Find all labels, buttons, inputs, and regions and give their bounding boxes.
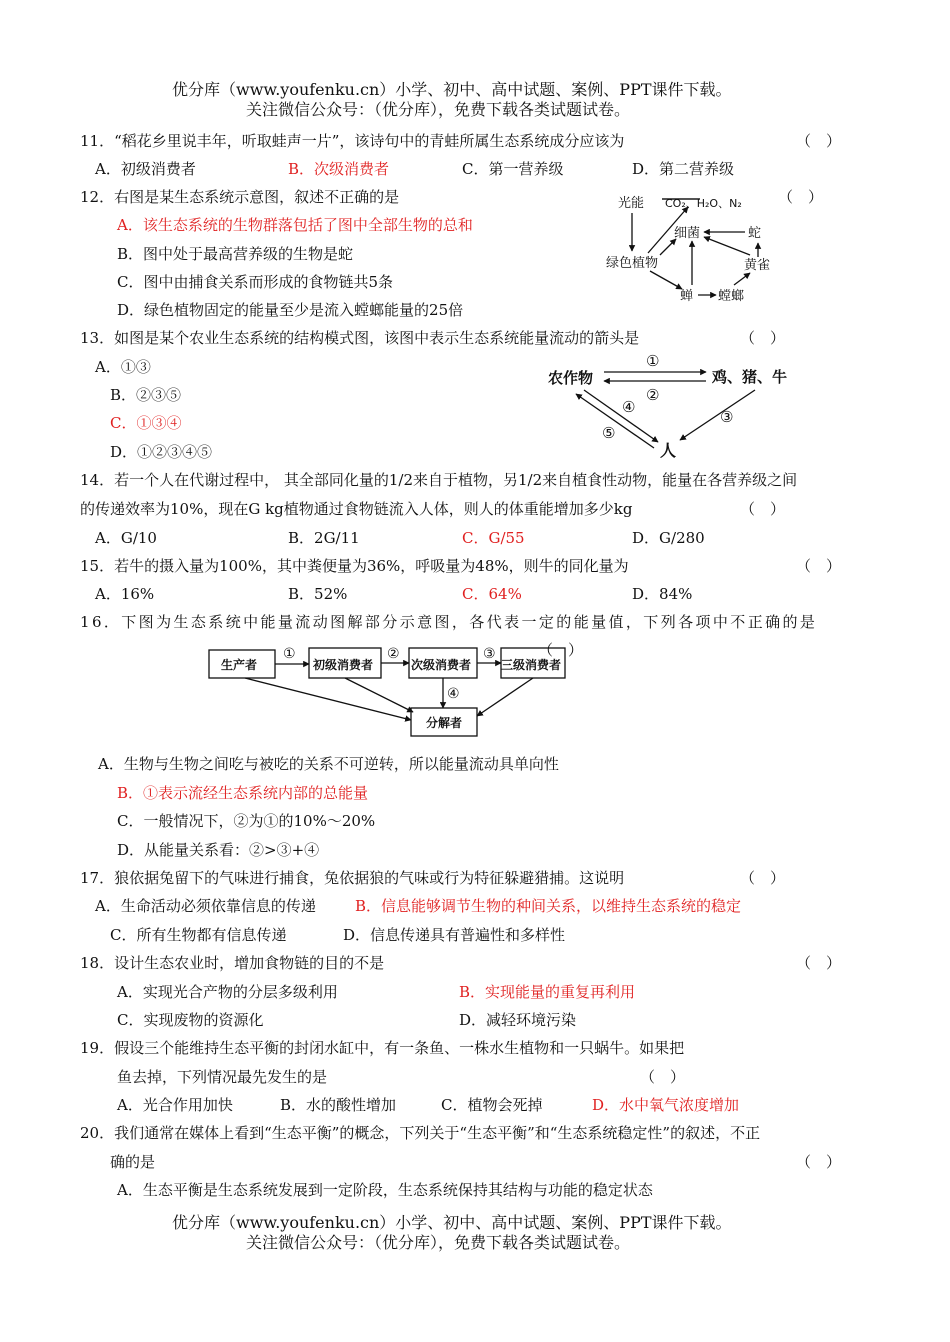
- q14-bracket: （ ）: [740, 500, 786, 518]
- q12-option-a: A．该生态系统的生物群落包括了图中全部生物的总和: [117, 216, 473, 234]
- q18-option-a: A．实现光合产物的分层多级利用: [117, 983, 338, 1001]
- q19-stem-line-2: 鱼去掉，下列情况最先发生的是: [117, 1068, 328, 1086]
- q18-bracket: （ ）: [796, 954, 842, 972]
- q16-label-producer: 生产者: [221, 658, 258, 672]
- q19-bracket: （ ）: [640, 1068, 686, 1086]
- q12-node-oriole: 黄雀: [744, 258, 771, 273]
- q13-node-human: 人: [660, 441, 677, 460]
- q12-option-c: C．图中由捕食关系而形成的食物链共5条: [117, 273, 394, 291]
- q18-stem: 18．设计生态农业时，增加食物链的目的不是: [80, 954, 385, 972]
- q17-option-d: D．信息传递具有普遍性和多样性: [343, 926, 566, 944]
- q18-option-b: B．实现能量的重复再利用: [459, 983, 636, 1001]
- q11-option-c: C．第一营养级: [462, 160, 564, 178]
- q13-label-3: ③: [720, 408, 734, 426]
- q14-option-b: B．2G/11: [288, 529, 360, 547]
- q11-option-a: A．初级消费者: [95, 160, 196, 178]
- q13-stem: 13．如图是某个农业生态系统的结构模式图，该图中表示生态系统能量流动的箭头是: [80, 329, 640, 347]
- q12-bracket: （ ）: [778, 188, 824, 206]
- q14-stem-line-1: 14．若一个人在代谢过程中， 其全部同化量的1/2来自于植物，另1/2来自植食性动物，能量在各营养级之间: [80, 471, 798, 489]
- q14-option-a: A．G/10: [95, 529, 157, 547]
- header-line-1: 优分库（www.youfenku.cn）小学、初中、高中试题、案例、PPT课件下载。: [172, 80, 732, 99]
- q17-option-c: C．所有生物都有信息传递: [110, 926, 287, 944]
- q18-option-c: C．实现废物的资源化: [117, 1011, 264, 1029]
- q12-option-d: D．绿色植物固定的能量至少是流入螳螂能量的25倍: [117, 301, 464, 319]
- q19-option-d: D．水中氧气浓度增加: [592, 1096, 740, 1114]
- q13-option-d: D．①②③④⑤: [110, 443, 213, 461]
- q12-node-gases: CO₂、H₂O、N₂: [665, 197, 742, 210]
- q20-stem-line-2: 确的是: [110, 1153, 156, 1171]
- q12-stem: 12．右图是某生态系统示意图，叙述不正确的是: [80, 188, 400, 206]
- q16-label-decomposer: 分解者: [426, 716, 463, 730]
- q19-option-a: A．光合作用加快: [117, 1096, 233, 1114]
- q14-stem-line-2: 的传递效率为10%，现在G kg植物通过食物链流入人体，则人的体重能增加多少kg: [80, 500, 633, 518]
- q13-label-5: ⑤: [602, 424, 616, 442]
- q12-food-web-diagram: [600, 185, 785, 310]
- q15-option-b: B．52%: [288, 585, 348, 603]
- q13-option-c: C．①③④: [110, 414, 182, 432]
- q13-label-4: ④: [622, 398, 636, 416]
- q11-stem: 11．“稻花乡里说丰年，听取蛙声一片”，该诗句中的青蛙所属生态系统成分应该为: [80, 132, 625, 150]
- q15-option-d: D．84%: [632, 585, 693, 603]
- q13-node-crops: 农作物: [548, 369, 594, 387]
- q14-option-d: D．G/280: [632, 529, 705, 547]
- q12-node-bacteria: 细菌: [674, 226, 701, 241]
- q17-bracket: （ ）: [740, 869, 786, 887]
- q17-option-a: A．生命活动必须依靠信息的传递: [95, 897, 316, 915]
- header-line-2: 关注微信公众号：（优分库），免费下载各类试题试卷。: [246, 100, 631, 119]
- q11-option-b: B．次级消费者: [288, 160, 390, 178]
- q16-arrow-label-4: ④: [447, 686, 460, 702]
- q13-label-1: ①: [646, 352, 660, 370]
- q16-option-b: B．①表示流经生态系统内部的总能量: [117, 784, 369, 802]
- q15-stem: 15．若牛的摄入量为100%，其中粪便量为36%，呼吸量为48%，则牛的同化量为: [80, 557, 629, 575]
- q19-option-c: C．植物会死掉: [441, 1096, 543, 1114]
- q16-label-tertiary: 三级消费者: [501, 658, 562, 672]
- q12-option-b: B．图中处于最高营养级的生物是蛇: [117, 245, 354, 263]
- q15-bracket: （ ）: [796, 557, 842, 575]
- q16-stem: 16．下图为生态系统中能量流动图解部分示意图，各代表一定的能量值，下列各项中不正确的是: [80, 613, 818, 631]
- q13-option-a: A．①③: [95, 358, 151, 376]
- q17-stem: 17．狼依据兔留下的气味进行捕食，兔依据狼的气味或行为特征躲避猎捕。这说明: [80, 869, 625, 887]
- q20-option-a: A．生态平衡是生态系统发展到一定阶段，生态系统保持其结构与功能的稳定状态: [117, 1181, 653, 1199]
- q13-bracket: （ ）: [740, 329, 786, 347]
- q12-node-cicada: 蝉: [680, 289, 694, 304]
- q12-node-light: 光能: [618, 196, 645, 211]
- q13-agriculture-diagram: [540, 348, 805, 460]
- q19-option-b: B．水的酸性增加: [280, 1096, 397, 1114]
- q16-option-a: A．生物与生物之间吃与被吃的关系不可逆转，所以能量流动具单向性: [98, 755, 559, 773]
- q14-option-c: C．G/55: [462, 529, 525, 547]
- q12-node-mantis: 螳螂: [718, 289, 745, 304]
- q19-stem-line-1: 19．假设三个能维持生态平衡的封闭水缸中，有一条鱼、一株水生植物和一只蜗牛。如果把: [80, 1039, 685, 1057]
- q15-option-a: A．16%: [95, 585, 155, 603]
- q16-label-primary: 初级消费者: [313, 658, 374, 672]
- q16-option-d: D．从能量关系看：②>③+④: [117, 841, 320, 859]
- q17-option-b: B．信息能够调节生物的种间关系，以维持生态系统的稳定: [355, 897, 742, 915]
- q20-stem-line-1: 20．我们通常在媒体上看到“生态平衡”的概念，下列关于“生态平衡”和“生态系统稳定性”的叙述，不正: [80, 1124, 761, 1142]
- q18-option-d: D．减轻环境污染: [459, 1011, 577, 1029]
- footer-line-1: 优分库（www.youfenku.cn）小学、初中、高中试题、案例、PPT课件下载。: [172, 1213, 732, 1232]
- q11-bracket: （ ）: [796, 132, 842, 150]
- q13-label-2: ②: [646, 386, 660, 404]
- footer-line-2: 关注微信公众号：（优分库），免费下载各类试题试卷。: [246, 1233, 631, 1252]
- q16-arrow-label-2: ②: [387, 646, 400, 662]
- q11-option-d: D．第二营养级: [632, 160, 735, 178]
- q12-node-plant: 绿色植物: [606, 256, 659, 271]
- q16-bracket: （ ）: [538, 641, 584, 659]
- q20-bracket: （ ）: [796, 1153, 842, 1171]
- q13-node-animals: 鸡、猪、牛: [712, 368, 788, 386]
- q16-option-c: C．一般情况下，②为①的10%～20%: [117, 812, 376, 830]
- q13-option-b: B．②③⑤: [110, 386, 182, 404]
- q15-option-c: C．64%: [462, 585, 522, 603]
- q16-energy-flow-diagram: [205, 636, 590, 748]
- q12-node-snake: 蛇: [748, 226, 762, 241]
- q16-arrow-label-1: ①: [283, 646, 296, 662]
- q16-arrow-label-3: ③: [483, 646, 496, 662]
- q16-label-secondary: 次级消费者: [411, 658, 472, 672]
